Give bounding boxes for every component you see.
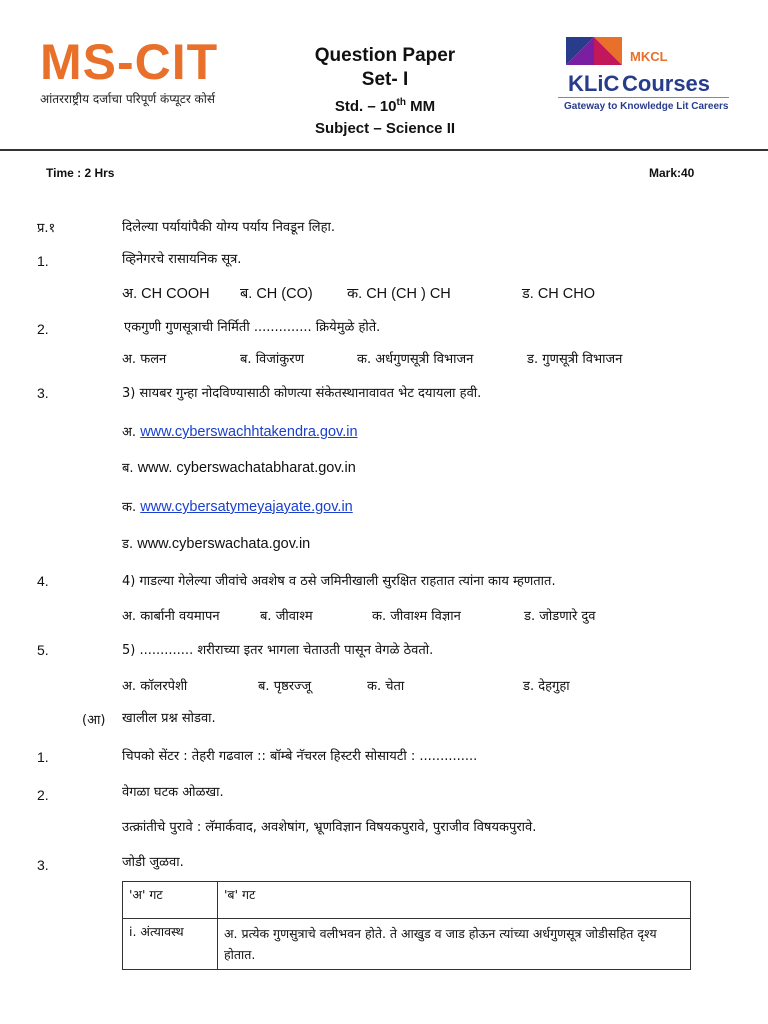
- option: ड. जोडणारे दुव: [524, 609, 596, 624]
- option: क. चेता: [367, 679, 405, 694]
- table-row: [123, 919, 691, 970]
- header-rule: [0, 149, 768, 151]
- option: ड. www.cyberswachata.gov.in: [122, 536, 311, 552]
- option: अ. कार्बानी वयमापन: [122, 609, 220, 624]
- brand-courses: Courses: [622, 71, 711, 96]
- brand-tagline: Gateway to Knowledge Lit Careers: [564, 101, 729, 112]
- option: क. अर्धगुणसूत्री विभाजन: [357, 352, 474, 367]
- table-cell: i. अंत्यावस्थ: [123, 919, 218, 970]
- logo-tagline: आंतरराष्ट्रीय दर्जाचा परिपूर्ण कंप्यूटर कोर्स: [40, 92, 215, 106]
- time-label: Time : 2 Hrs: [46, 166, 115, 180]
- paper-subject: Subject – Science II: [314, 120, 456, 137]
- option: ब. जीवाश्म: [260, 609, 313, 624]
- item-text: एकगुणी गुणसूत्राची निर्मिती .............. क्रियेमुळे होते.: [124, 320, 381, 335]
- paper-title: Question Paper: [314, 45, 456, 66]
- brand-small-label: MKCL: [630, 49, 668, 64]
- option: क. जीवाश्म विज्ञान: [372, 609, 461, 624]
- paper-set: Set- I: [361, 69, 409, 90]
- item-number: 5.: [37, 642, 49, 658]
- question-instruction: खालील प्रश्न सोडवा.: [122, 711, 216, 726]
- item-text: 4) गाडल्या गेलेल्या जीवांचे अवशेष व ठसे जमिनीखाली सुरक्षित राहतात त्यांना काय म्हणतात.: [122, 574, 556, 589]
- marks-label: Mark:40: [649, 166, 695, 180]
- option: अ. www.cyberswachhtakendra.gov.in: [122, 424, 358, 440]
- option: ब. www. cyberswachatabharat.gov.in: [122, 460, 356, 476]
- klic-courses-logo: [556, 35, 731, 117]
- option: क. www.cybersatymeyajayate.gov.in: [122, 499, 353, 515]
- option-link[interactable]: www.cyberswachhtakendra.gov.in: [140, 424, 358, 440]
- item-text: 3) सायबर गुन्हा नोदविण्यासाठी कोणत्या संकेतस्थानावावत भेट दयायला हवी.: [122, 386, 482, 401]
- match-table: [122, 881, 691, 970]
- item-number: 1.: [37, 749, 49, 765]
- item-text: चिपको सेंटर : तेहरी गढवाल :: बॉम्बे नॅचरल हिस्टरी सोसायटी : ..............: [122, 749, 478, 764]
- table-header: 'अ' गट: [123, 882, 218, 919]
- brand-divider: [558, 97, 729, 98]
- option: ब. विजांकुरण: [240, 352, 304, 367]
- item-number: 2.: [37, 321, 49, 337]
- option-link[interactable]: www.cybersatymeyajayate.gov.in: [140, 499, 353, 515]
- option: ड. CH CHO: [522, 286, 596, 302]
- option: अ. CH COOH: [122, 286, 210, 302]
- question-label: प्र.१: [37, 221, 56, 236]
- option: अ. फलन: [122, 352, 167, 367]
- table-header: 'ब' गट: [218, 882, 691, 919]
- item-number: 1.: [37, 253, 49, 269]
- option: ड. देहगुहा: [523, 679, 570, 694]
- item-number: 4.: [37, 573, 49, 589]
- item-text: वेगळा घटक ओळखा.: [122, 785, 224, 800]
- paper-standard: Std. – 10th MM: [334, 97, 436, 115]
- option: ब. पृष्ठरज्जू: [258, 679, 312, 694]
- item-text: 5) ............. शरीराच्या इतर भागला चेताउती पासून वेगळे ठेवतो.: [122, 643, 434, 658]
- question-label: (आ): [82, 713, 106, 728]
- item-subtext: उत्क्रांतीचे पुरावे : लॅमार्कवाद, अवशेषांग, भ्रूणविज्ञान विषयकपुरावे, पुराजीव विषयकपुरावे.: [122, 820, 537, 835]
- table-header-row: [123, 882, 691, 919]
- option: ड. गुणसूत्री विभाजन: [527, 352, 623, 367]
- item-number: 2.: [37, 787, 49, 803]
- logo-text: MS-CIT: [40, 34, 219, 90]
- option: ब. CH (CO): [240, 286, 313, 302]
- brand-klic: KLiC: [568, 71, 620, 96]
- item-number: 3.: [37, 857, 49, 873]
- item-text: व्हिनेगरचे रासायनिक सूत्र.: [122, 252, 242, 267]
- option: क. CH (CH ) CH: [347, 286, 451, 302]
- mscit-logo: [40, 36, 218, 107]
- table-cell: अ. प्रत्येक गुणसुत्राचे वलीभवन होते. ते आखुड व जाड होऊन त्यांच्या अर्धगुणसूत्र जोडीसहित दृश्य होतात.: [218, 919, 691, 970]
- item-text: जोडी जुळवा.: [122, 855, 184, 870]
- paper-heading: [290, 44, 480, 140]
- question-instruction: दिलेल्या पर्यायांपैकी योग्य पर्याय निवडून लिहा.: [122, 220, 336, 235]
- option: अ. कॉलरपेशी: [122, 679, 188, 694]
- item-number: 3.: [37, 385, 49, 401]
